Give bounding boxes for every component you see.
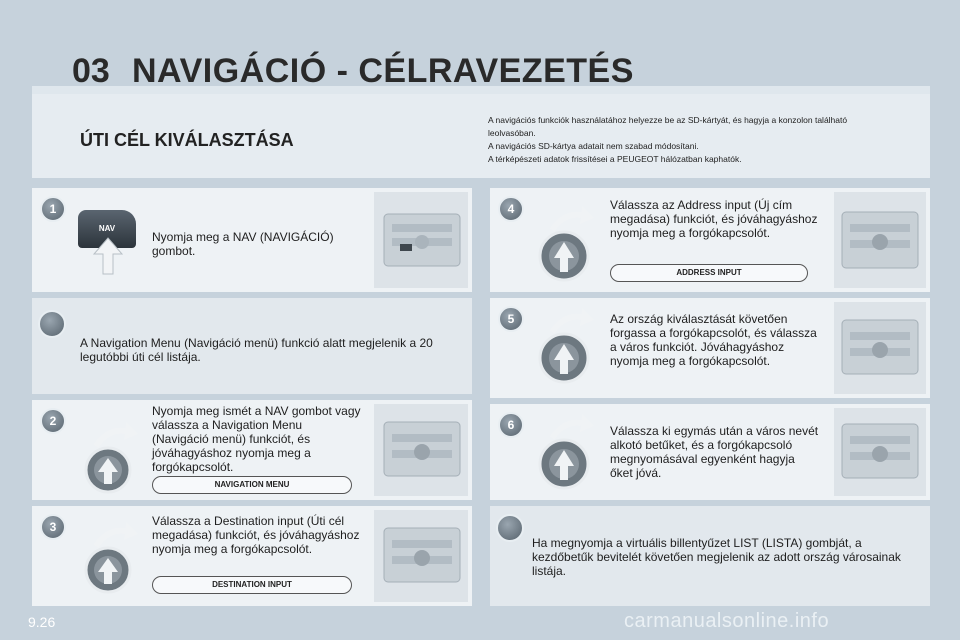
step-4-text: Válassza az Address input (Új cím megadása) funkciót, és jóváhagyáshoz nyomja meg a forgókapcsolót. — [610, 198, 818, 240]
step-1-badge: 1 — [40, 196, 66, 222]
page-title: NAVIGÁCIÓ - CÉLRAVEZETÉS — [132, 52, 634, 90]
tip-1-text: A Navigation Menu (Navigáció menü) funkció alatt megjelenik a 20 legutóbbi úti cél listája. — [80, 336, 433, 364]
rotary-knob-icon — [74, 418, 144, 498]
console-photo — [374, 192, 468, 288]
rotary-knob-icon — [74, 518, 144, 598]
step-4-badge: 4 — [498, 196, 524, 222]
info-text — [488, 114, 918, 166]
navigation-menu-button[interactable]: NAVIGATION MENU — [152, 476, 352, 494]
watermark: carmanualsonline.info — [624, 610, 830, 632]
info-line: A térképészeti adatok frissítései a PEUGEOT hálózatban kaphatók. — [488, 154, 742, 164]
destination-input-button[interactable]: DESTINATION INPUT — [152, 576, 352, 594]
console-icon — [374, 404, 468, 496]
console-photo — [374, 510, 468, 602]
console-photo — [834, 408, 926, 496]
tip-2-text: Ha megnyomja a virtuális billentyűzet LIST (LISTA) gombját, a kezdőbetűk bevitelét követően megjelenik az adott ország városainak listája. — [532, 536, 901, 578]
rotary-knob-icon — [530, 304, 600, 388]
console-icon — [834, 192, 926, 288]
info-line: A navigációs SD-kártya adatait nem szabad módosítani. — [488, 141, 699, 151]
rotary-knob-icon — [530, 410, 600, 494]
step-2-badge: 2 — [40, 408, 66, 434]
console-icon — [374, 192, 468, 288]
step-1-text: Nyomja meg a NAV (NAVIGÁCIÓ) gombot. — [152, 230, 334, 258]
step-6-text: Válassza ki egymás után a város nevét alkotó betűket, és a forgókapcsoló megnyomásával egyenként hagyja őket jóvá. — [610, 424, 819, 480]
step-5-text: Az ország kiválasztását követően forgassa a forgókapcsolót, és válassza a város funkciót. Jóváhagyáshoz nyomja meg a forgókapcsolót. — [610, 312, 817, 368]
lightbulb-icon — [496, 514, 524, 542]
console-photo — [834, 302, 926, 394]
lightbulb-icon — [38, 310, 66, 338]
step-6-badge: 6 — [498, 412, 524, 438]
console-icon — [374, 510, 468, 602]
rotary-knob-icon — [530, 202, 600, 286]
step-2-text: Nyomja meg ismét a NAV gombot vagy válassza a Navigation Menu (Navigáció menü) funkciót, és jóváhagyáshoz nyomja meg a forgókapcsolót. — [152, 404, 361, 474]
page-number: 9.26 — [28, 614, 56, 630]
step-3-badge: 3 — [40, 514, 66, 540]
step-3-text: Válassza a Destination input (Úti cél megadása) funkciót, és jóváhagyáshoz nyomja meg a forgókapcsolót. — [152, 514, 360, 556]
arrow-up-icon — [92, 236, 124, 276]
address-input-button[interactable]: ADDRESS INPUT — [610, 264, 808, 282]
console-icon — [834, 302, 926, 394]
step-5-badge: 5 — [498, 306, 524, 332]
console-photo — [834, 192, 926, 288]
info-line: leolvasóban. — [488, 128, 536, 138]
chapter-number: 03 — [72, 52, 110, 90]
info-line: A navigációs funkciók használatához helyezze be az SD-kártyát, és hagyja a konzolon található — [488, 115, 848, 125]
section-title: ÚTI CÉL KIVÁLASZTÁSA — [80, 130, 294, 150]
console-photo — [374, 404, 468, 496]
nav-button-icon: NAV — [78, 210, 136, 248]
console-icon — [834, 408, 926, 496]
